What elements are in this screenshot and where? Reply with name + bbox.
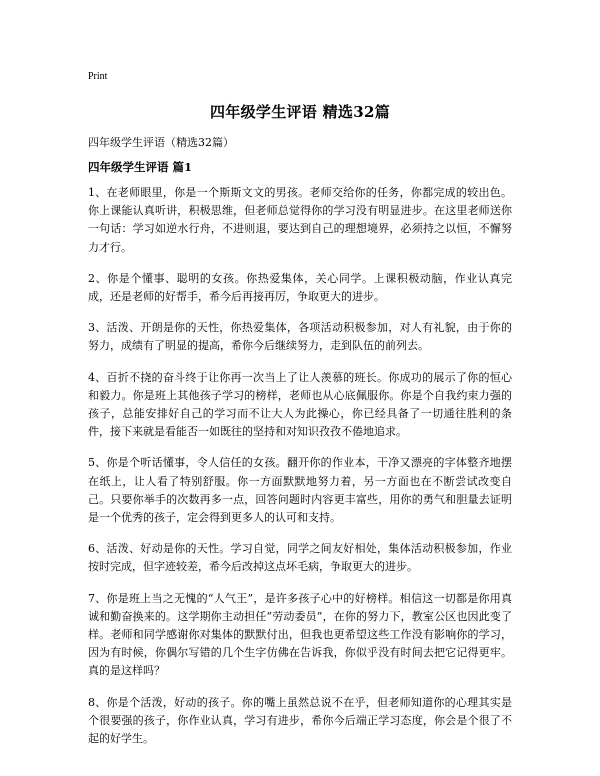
comment-paragraph-6: 6、活泼、好动是你的天性。学习自觉，同学之间友好相处，集体活动积极参加，作业按时完成，但字迹较差，希今后改掉这点坏毛病，争取更大的进步。: [88, 542, 512, 574]
comment-paragraph-8: 8、你是个活泼，好动的孩子。你的嘴上虽然总说不在乎，但老师知道你的心理其实是个很要强的孩子，你作业认真，学习有进步，希你今后端正学习态度，你会是个很了不起的好学生。: [88, 695, 512, 746]
section-heading: 四年级学生评语 篇1: [88, 160, 193, 174]
comment-paragraph-3: 3、活泼、开朗是你的天性，你热爱集体，各项活动积极参加，对人有礼貌，由于你的努力，成绩有了明显的提高，希你今后继续努力，走到队伍的前列去。: [88, 321, 512, 353]
comment-paragraph-5: 5、你是个听话懂事，令人信任的女孩。翻开你的作业本，干净又漂亮的字体整齐地摆在纸上，让人看了特别舒服。你一方面默默地努力着，另一方面也在不断尝试改变自己。只要你举手的次数再多一点，回答问题时内容更丰富些，用你的勇气和胆量去证明是一个优秀的孩子，定会得到更多人的认可和支持。: [88, 456, 512, 525]
document-subtitle: 四年级学生评语（精选32篇）: [88, 136, 234, 149]
comments-body: [88, 184, 512, 761]
comment-paragraph-1: 1、在老师眼里，你是一个斯斯文文的男孩。老师交给你的任务，你都完成的较出色。你上课能认真听讲，积极思维，但老师总觉得你的学习没有明显进步。在这里老师送你一句话：学习如逆水行舟，不进则退，要达到自己的理想境界，必须持之以恒，不懈努力才行。: [88, 186, 512, 254]
comment-paragraph-4: 4、百折不挠的奋斗终于让你再一次当上了让人羡慕的班长。你成功的展示了你的恒心和毅力。你是班上其他孩子学习的榜样，老师也从心底佩服你。你是个自我约束力强的孩子，总能安排好自己的学习而不让大人为此操心，你已经具备了一切通往胜利的条件，接下来就是看能否一如既往的坚持和对知识孜孜不倦地追求。: [88, 370, 512, 439]
comment-paragraph-2: 2、你是个懂事、聪明的女孩。你热爱集体，关心同学。上课积极动脑，作业认真完成，还是老师的好帮手，希今后再接再厉，争取更大的进步。: [88, 271, 512, 304]
print-link[interactable]: Print: [88, 71, 108, 82]
page-title: 四年级学生评语 精选32篇: [210, 103, 390, 121]
comment-paragraph-7: 7、你是班上当之无愧的“人气王”，是许多孩子心中的好榜样。相信这一切都是你用真诚和勤奋换来的。这学期你主动担任“劳动委员”，在你的努力下，教室公区也因此变了样。老师和同学感谢你对集体的默默付出，但我也更希望这些工作没有影响你的学习，因为有时候，你偶尔写错的几个生字仿佛在告诉我，你似乎没有时间去把它记得更牢。真的是这样吗？: [88, 591, 512, 678]
